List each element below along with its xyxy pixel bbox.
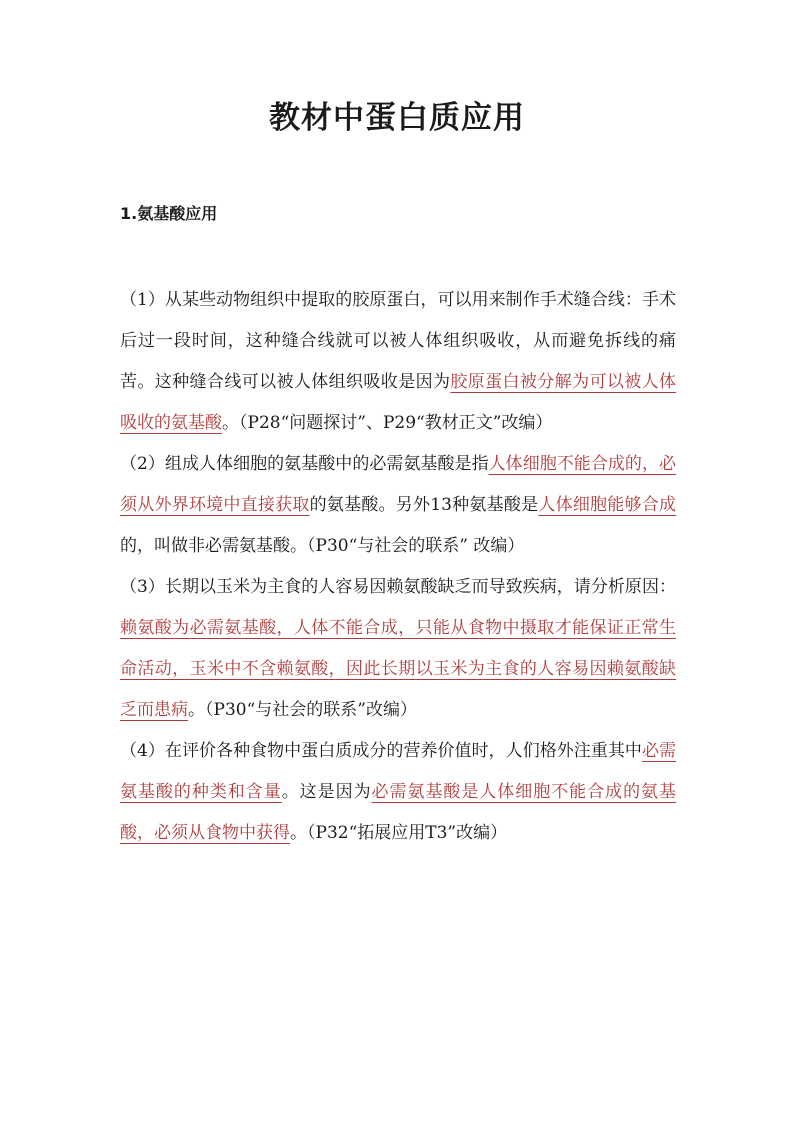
question-text: （2）组成人体细胞的氨基酸中的必需氨基酸是指 — [120, 454, 489, 474]
answer-text: 胶原蛋白被分解为可以被人体吸收的氨基酸 — [120, 372, 677, 433]
question-text: （1）从某些动物组织中提取的胶原蛋白，可以用来制作手术缝合线：手术后过一段时间，这种缝合线就可以被人体组织吸收，从而避免拆线的痛苦。这种缝合线可以被人体组织吸收是因为 — [120, 290, 676, 392]
section-heading: 1.氨基酸应用 — [120, 204, 218, 223]
answer-text: 赖氨酸为必需氨基酸，人体不能合成，只能从食物中摄取才能保证正常生命活动，玉米中不含赖氨酸，因此长期以玉米为主食的人容易因赖氨酸缺乏而患病 — [120, 618, 676, 720]
source-note: 。（P28“问题探讨”、P29“教材正文”改编） — [222, 413, 553, 433]
answer-text: 人体细胞能够合成 — [538, 495, 677, 515]
question-text: （4）在评价各种食物中蛋白质成分的营养价值时，人们格外注重其中 — [120, 741, 642, 761]
question-text: 的氨基酸。另外13种氨基酸是 — [309, 495, 539, 515]
question-item-4 — [120, 731, 676, 854]
source-note: 。（P32“拓展应用T3”改编） — [290, 823, 508, 843]
content-body — [120, 280, 676, 854]
question-item-3 — [120, 567, 676, 731]
question-item-1 — [120, 280, 676, 444]
question-item-2 — [120, 444, 676, 567]
answer-text: 人体细胞不能合成的，必须从外界环境中直接获取 — [120, 454, 676, 515]
source-note: 。（P30“与社会的联系”改编） — [188, 700, 417, 720]
page-title: 教材中蛋白质应用 — [269, 100, 525, 136]
question-text: （3）长期以玉米为主食的人容易因赖氨酸缺乏而导致疾病，请分析原因： — [120, 577, 676, 597]
source-note: 的，叫做非必需氨基酸。（P30“与社会的联系” 改编） — [120, 536, 525, 556]
answer-text: 必需氨基酸的种类和含量 — [120, 741, 676, 802]
answer-text: 必需氨基酸是人体细胞不能合成的氨基酸，必须从食物中获得 — [120, 782, 677, 843]
question-text: 。这是因为 — [281, 782, 372, 802]
